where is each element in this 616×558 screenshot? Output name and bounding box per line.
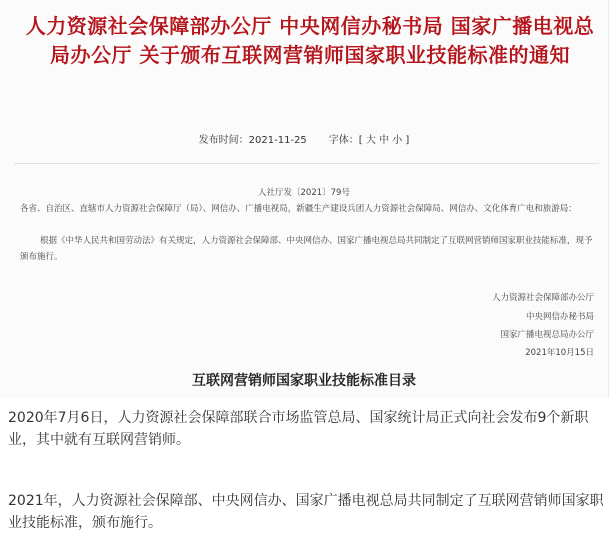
publish-label: 发布时间： <box>198 135 249 146</box>
font-size-options[interactable]: [ 大 中 小 ] <box>358 135 410 146</box>
publish-meta <box>0 131 608 146</box>
catalog-subtitle: 互联网营销师国家职业技能标准目录 <box>192 373 416 389</box>
divider <box>14 163 599 164</box>
publish-date: 2021-11-25 <box>248 135 307 146</box>
issuer-3: 国家广播电视总局办公厅 <box>500 330 594 340</box>
font-size-label: 字体： <box>328 135 359 146</box>
sign-date: 2021年10月15日 <box>525 348 594 358</box>
issuer-2: 中央网信办秘书局 <box>525 312 594 322</box>
recipients-text: 各省、自治区、直辖市人力资源社会保障厅（局）、网信办、广播电视局，新疆生产建设兵团人力资源社会保障局、网信办、文化体育广电和旅游局： <box>20 204 577 214</box>
article-paragraph-2: 2021年，人力资源社会保障部、中央网信办、国家广播电视总局共同制定了互联网营销师国家职业技能标准，颁布施行。 <box>8 493 604 531</box>
issuer-1: 人力资源社会保障部办公厅 <box>491 293 594 303</box>
document-number: 人社厅发〔2021〕79号 <box>258 188 350 198</box>
article-paragraph-1: 2020年7月6日，人力资源社会保障部联合市场监管总局、国家统计局正式向社会发布9个新职业，其中就有互联网营销师。 <box>8 410 589 448</box>
notice-title: 人力资源社会保障部办公厅 中央网信办秘书局 国家广播电视总局办公厅 关于颁布互联网营销师国家职业技能标准的通知 <box>25 14 595 67</box>
notice-body-text: 根据《中华人民共和国劳动法》有关规定，人力资源社会保障部、中央网信办、国家广播电视总局共同制定了互联网营销师国家职业技能标准，现予颁布施行。 <box>20 236 593 262</box>
